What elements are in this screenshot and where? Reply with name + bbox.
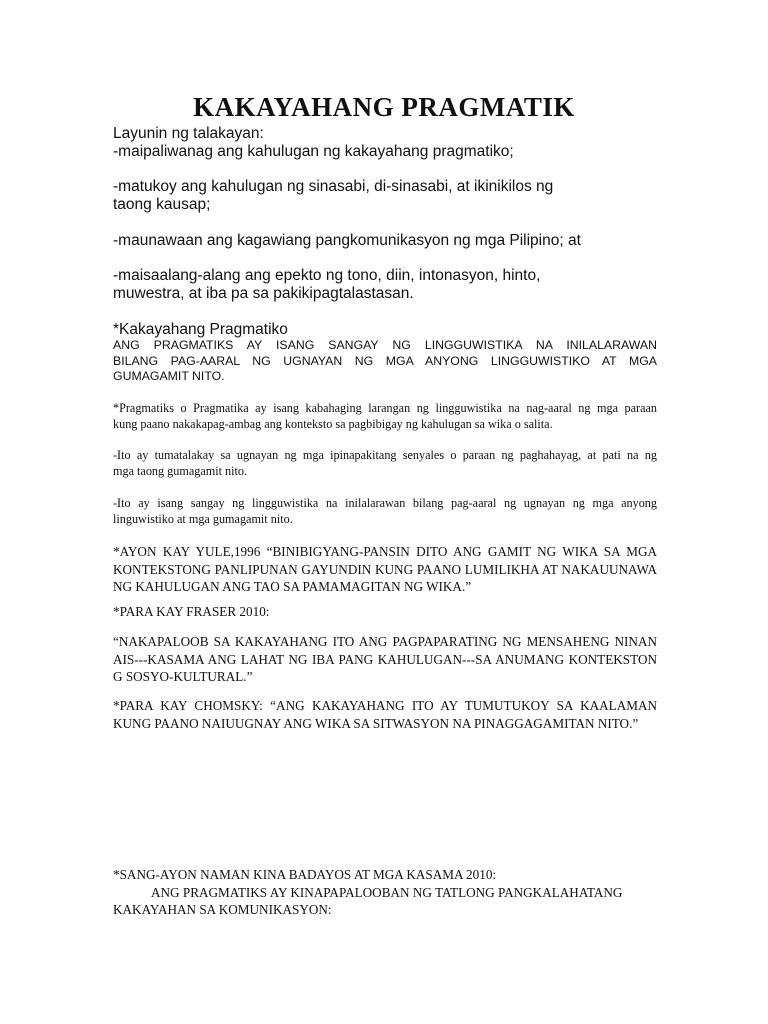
note-paragraph-2: [113, 447, 657, 479]
document-title: KAKAYAHANG PRAGMATIK: [193, 92, 575, 122]
chomsky-quote: [113, 697, 657, 732]
note-paragraph-1: [113, 400, 657, 432]
badayos-line-2: KAKAYAHAN SA KOMUNIKASYON:: [113, 902, 332, 917]
goals-section: [113, 125, 657, 161]
fraser-line-1: “NAKAPALOOB SA KAKAYAHANG ITO ANG PAGPAPARATING NG MENSAHENG NINAN: [113, 634, 657, 649]
note-3-line1: -Ito ay isang sangay ng lingguwistika na inilalarawan bilang pag-aaral ng ugnayan ng mga anyong: [113, 496, 657, 510]
note-paragraph-3: [113, 495, 657, 527]
goal-item-1: -maipaliwanag ang kahulugan ng kakayahang pragmatiko;: [113, 143, 514, 160]
goal-item-4: [113, 267, 657, 303]
definition-heading: *Kakayahang Pragmatiko: [113, 321, 288, 338]
badayos-section: [113, 866, 657, 919]
fraser-line-2: AIS---KASAMA ANG LAHAT NG IBA PANG KAHULUGAN---SA ANUMANG KONTEKSTON: [113, 651, 657, 667]
yule-line-2: KONTEKSTONG PANLIPUNAN GAYUNDIN KUNG PAANO LUMILIKHA AT NAKAUUNAWA: [113, 561, 657, 577]
definition-heading-block: [113, 321, 657, 339]
fraser-quote: [113, 633, 657, 686]
goal-item-2: [113, 178, 657, 214]
definition-body: [113, 338, 657, 385]
goal-item-4-line1: -maisaalang-alang ang epekto ng tono, diin, intonasyon, hinto,: [113, 267, 541, 284]
note-2-line2: mga taong gumagamit nito.: [113, 464, 248, 478]
definition-line-3: GUMAGAMIT NITO.: [113, 369, 225, 383]
definition-line-2: BILANG PAG-AARAL NG UGNAYAN NG MGA ANYONG LINGGUWISTIKO AT MGA: [113, 353, 657, 368]
fraser-line-3: G SOSYO-KULTURAL.”: [113, 669, 253, 684]
yule-quote: [113, 543, 657, 596]
goal-item-3: [113, 232, 657, 250]
yule-line-3: NG KAHULUGAN ANG TAO SA PAMAMAGITAN NG WIKA.”: [113, 579, 472, 594]
badayos-line-1: ANG PRAGMATIKS AY KINAPAPALOOBAN NG TATLONG PANGKALAHATANG: [151, 884, 623, 900]
yule-line-1: *AYON KAY YULE,1996 “BINIBIGYANG-PANSIN DITO ANG GAMIT NG WIKA SA MGA: [113, 544, 657, 559]
goal-item-2-line2: taong kausap;: [113, 196, 211, 213]
fraser-heading: [113, 603, 657, 621]
chomsky-line-2: KUNG PAANO NAIUUGNAY ANG WIKA SA SITWASYON NA PINAGGAGAMITAN NITO.”: [113, 715, 639, 731]
goal-item-3-text: -maunawaan ang kagawiang pangkomunikasyon ng mga Pilipino; at: [113, 232, 581, 249]
goal-item-4-line2: muwestra, at iba pa sa pakikipagtalastasan.: [113, 285, 414, 302]
definition-line-1: ANG PRAGMATIKS AY ISANG SANGAY NG LINGGUWISTIKA NA INILALARAWAN: [113, 338, 657, 352]
note-3-line2: linguwistiko at mga gumagamit nito.: [113, 512, 293, 526]
note-1-line2: kung paano nakakapag-ambag ang konteksto sa pagbibigay ng kahulugan sa wika o salita.: [113, 417, 553, 431]
goal-item-2-line1: -matukoy ang kahulugan ng sinasabi, di-sinasabi, at ikinikilos ng: [113, 178, 554, 195]
fraser-heading-text: *PARA KAY FRASER 2010:: [113, 604, 270, 619]
chomsky-line-1: *PARA KAY CHOMSKY: “ANG KAKAYAHANG ITO AY TUMUTUKOY SA KAALAMAN: [113, 698, 657, 713]
badayos-heading: *SANG-AYON NAMAN KINA BADAYOS AT MGA KASAMA 2010:: [113, 867, 497, 882]
goals-heading: Layunin ng talakayan:: [113, 125, 264, 142]
note-1-line1: *Pragmatiks o Pragmatika ay isang kabahaging larangan ng lingguwistika na nag-aaral ng mga paraan: [113, 401, 657, 415]
note-2-line1: -Ito ay tumatalakay sa ugnayan ng mga ipinapakitang senyales o paraan ng paghahayag, at pati na ng: [113, 448, 657, 462]
